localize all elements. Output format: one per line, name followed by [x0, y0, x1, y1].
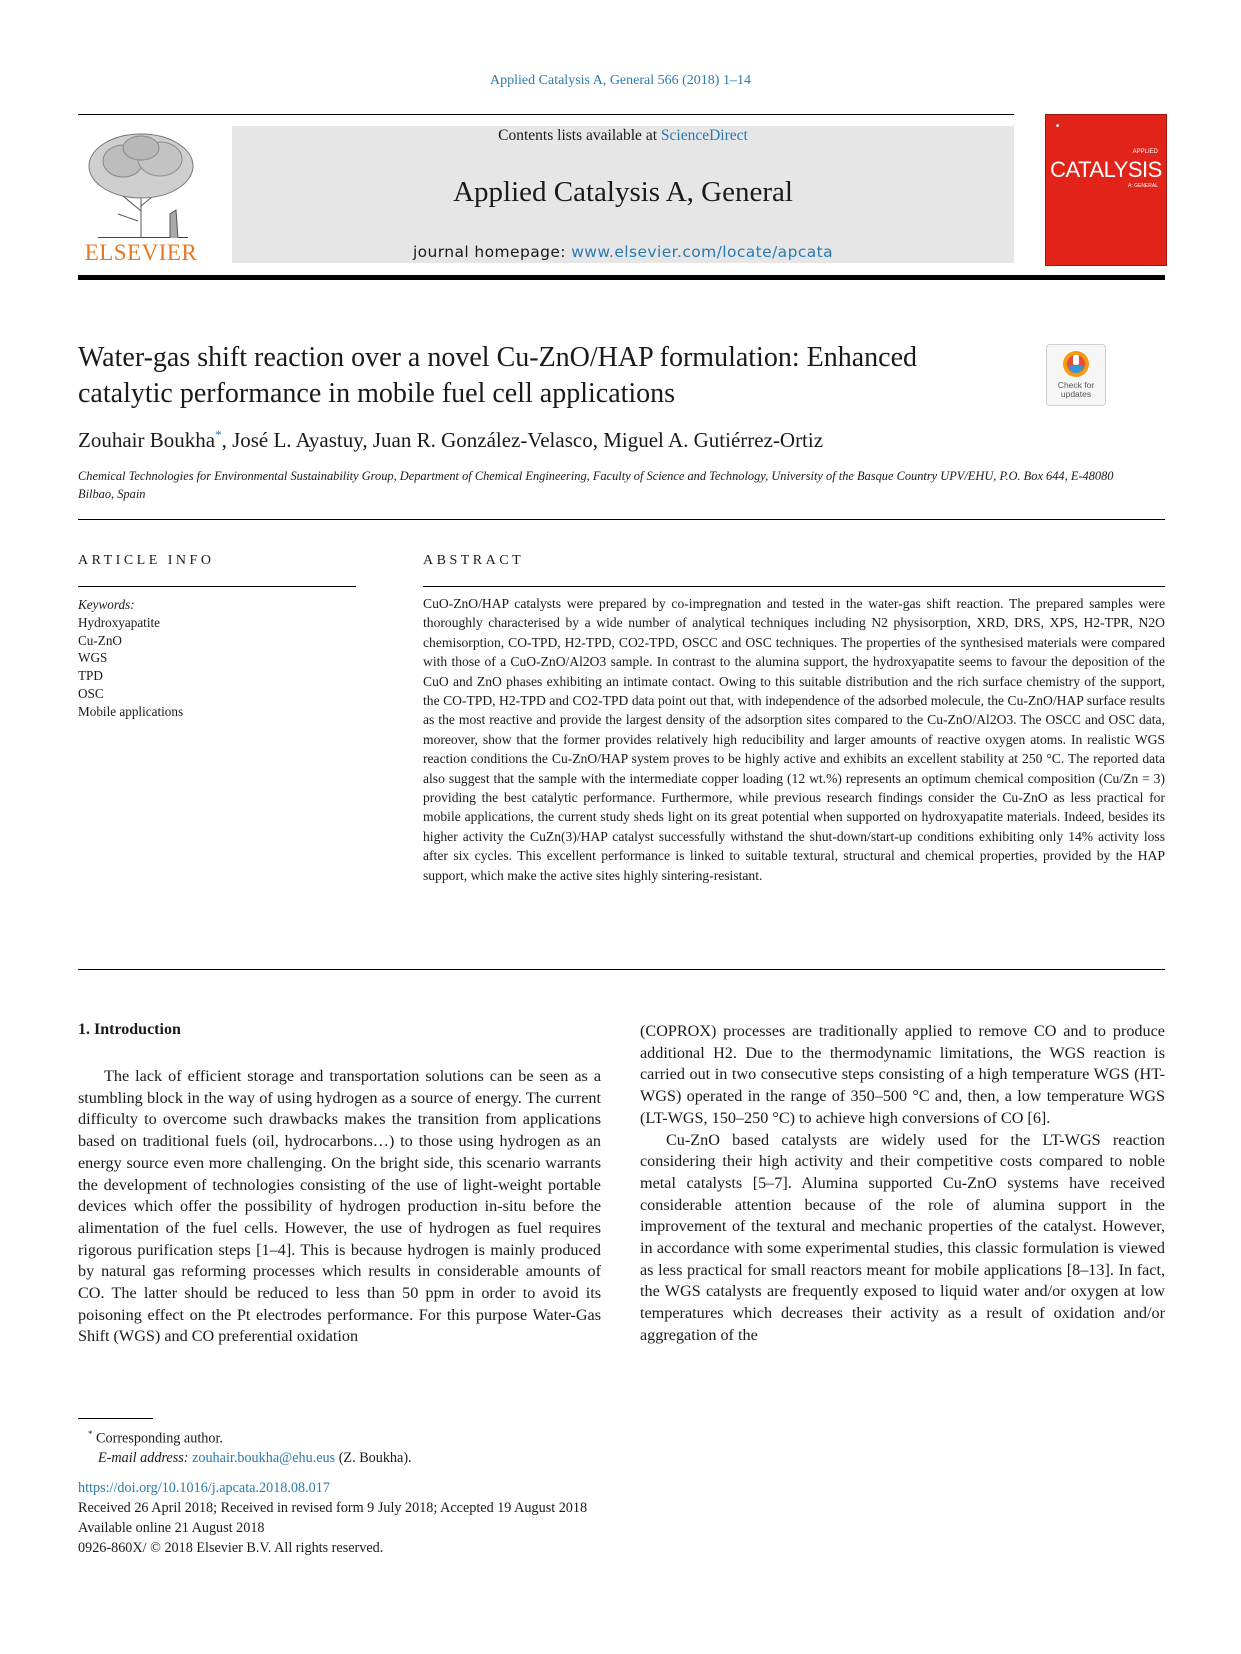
journal-cover-thumbnail[interactable]: [1045, 114, 1167, 266]
paragraph: The lack of efficient storage and transportation solutions can be seen as a stumbling block in the way of using hydrogen as a source of energy. The current difficulty to overcome such drawbacks makes the transition from applications based on traditional fuels (oil, hydrocarbons…) to those using hydrogen as an energy source even more challenging. On the bright side, this scenario warrants the development of technologies consisting of the use of light-weight portable devices which offer the possibility of hydrogen production in-situ before the alimentation of the fuel cells. However, the use of hydrogen as fuel requires rigorous purification steps [1–4]. This is because hydrogen is mainly produced by natural gas reforming processes which results in considerable amounts of CO. The latter should be reduced to less than 50 ppm in order to avoid its poisoning effect on the Pt electrodes performance. For this purpose Water-Gas Shift (WGS) and CO preferential oxidation: [78, 1067, 601, 1346]
check-updates-icon: [1047, 345, 1105, 381]
keyword: Mobile applications: [78, 703, 184, 719]
contents-prefix: Contents lists available at: [498, 127, 661, 144]
keywords-label: Keywords:: [78, 597, 135, 612]
abstract-rule: [423, 586, 1165, 587]
received-dates: Received 26 April 2018; Received in revised form 9 July 2018; Accepted 19 August 2018: [78, 1500, 588, 1516]
email-suffix: (Z. Boukha).: [338, 1449, 412, 1466]
journal-name: Applied Catalysis A, General: [453, 176, 793, 208]
keyword: OSC: [78, 685, 104, 701]
footnote-rule: [78, 1418, 153, 1419]
header-thick-rule: [78, 275, 1165, 280]
article-info-rule: [78, 586, 356, 587]
author-list: Zouhair Boukha*, José L. Ayastuy, Juan R. González-Velasco, Miguel A. Gutiérrez-Ortiz: [78, 427, 824, 452]
sciencedirect-link[interactable]: ScienceDirect: [660, 127, 748, 144]
body-column-left: [78, 1066, 601, 1348]
check-for-updates-label: Check for updates: [1057, 380, 1095, 399]
journal-reference-link[interactable]: Applied Catalysis A, General 566 (2018) 1–14: [490, 73, 751, 88]
doi-link[interactable]: https://doi.org/10.1016/j.apcata.2018.08.017: [78, 1480, 330, 1496]
author-name[interactable]: Zouhair Boukha: [78, 428, 216, 452]
cover-subtitle: A: GENERAL: [1127, 183, 1158, 189]
cover-corner-mark: ■: [1056, 123, 1060, 129]
abstract-text: CuO-ZnO/HAP catalysts were prepared by co-impregnation and tested in the water-gas shift reaction. The prepared samples were thoroughly characterised by a wide number of analytical techniques including N2 physisorption, XRD, DRS, XPS, H2-TPR, N2O chemisorption, CO-TPD, H2-TPD, CO2-TPD, OSCC and OSC techniques. The properties of the synthesised materials were compared with those of a CuO-ZnO/Al2O3 sample. In contrast to the alumina support, the hydroxyapatite seems to favour the deposition of the CuO and ZnO phases exhibiting an intimate contact. Owing to this suitable distribution and the rich surface chemistry of the support, the CO-TPD, H2-TPD and CO2-TPD data point out that, with independence of the adsorbed molecule, the Cu-ZnO/HAP surface results as the most reactive and provide the largest density of the adsorption sites compared to the Cu-ZnO/Al2O3. The OSCC and OSC data, moreover, show that the former provides relatively high reducibility and larger amounts of reactive oxygen atoms. In realistic WGS reaction conditions the Cu-ZnO/HAP system proves to be highly active and exhibits an excellent stability at 250 °C. The reported data also suggest that the sample with the intermediate copper loading (12 wt.%) represents an optimum chemical composition (Cu/Zn = 3) providing the best catalytic performance. Furthermore, while previous research findings consider the Cu-ZnO as less practical for mobile applications, the current study sheds light on its great potential when supported on hydroxyapatite materials. Indeed, besides its higher activity the CuZn(3)/HAP catalyst successfully withstand the shut-down/start-up conditions exhibiting only 14% activity loss after six cycles. This excellent performance is linked to suitable textural, structural and chemical properties, provided by the HAP support, which make the active sites highly sintering-resistant.: [423, 596, 1165, 883]
introduction-heading: 1. Introduction: [78, 1021, 181, 1038]
keyword: Cu-ZnO: [78, 632, 122, 648]
article-title: Water-gas shift reaction over a novel Cu-ZnO/HAP formulation: Enhanced catalytic performance in mobile fuel cell applications: [78, 342, 918, 409]
corresponding-author-mark[interactable]: *: [215, 427, 222, 442]
keyword: Hydroxyapatite: [78, 614, 161, 630]
footnote: * Corresponding author. E-mail address: zouhair.boukha@ehu.eus (Z. Boukha).: [88, 1429, 412, 1466]
elsevier-wordmark: ELSEVIER: [84, 240, 198, 265]
homepage-line: [232, 243, 1014, 261]
homepage-link[interactable]: www.elsevier.com/locate/apcata: [571, 243, 834, 261]
author-name[interactable]: Miguel A. Gutiérrez-Ortiz: [603, 428, 824, 452]
cover-title: CATALYSIS: [1050, 157, 1162, 182]
section-rule: [78, 519, 1165, 520]
check-for-updates-badge[interactable]: [1046, 344, 1106, 406]
paragraph: (COPROX) processes are traditionally applied to remove CO and to produce additional H2. Due to the thermodynamic limitations, the WGS reaction is carried out in two consecutive steps consisting of a high temperature WGS (HT-WGS) operated in the range of 350–500 °C and, then, a low temperature WGS (LT-WGS, 150–250 °C) to achieve high conversions of CO [6].: [640, 1022, 1165, 1127]
author-name[interactable]: José L. Ayastuy: [232, 428, 363, 452]
article-info-heading: ARTICLE INFO: [78, 553, 215, 568]
email-link[interactable]: zouhair.boukha@ehu.eus: [192, 1449, 336, 1466]
copyright: 0926-860X/ © 2018 Elsevier B.V. All rights reserved.: [78, 1540, 384, 1556]
email-label: E-mail address:: [98, 1449, 189, 1466]
abstract-heading: ABSTRACT: [423, 553, 525, 568]
paragraph: Cu-ZnO based catalysts are widely used for the LT-WGS reaction considering their high activity and their competitive costs compared to noble metal catalysts [5–7]. Alumina supported Cu-ZnO systems have received considerable attention because of the role of alumina support in the improvement of the textural and mechanic properties of the catalyst. However, in accordance with some experimental studies, this classic formulation is viewed as less practical for small reactors meant for mobile applications [8–13]. In fact, the WGS catalysts are frequently exposed to liquid water and/or oxygen at low temperatures which decreases their activity as a result of oxidation and/or aggregation of the: [640, 1130, 1165, 1344]
abstract-end-rule: [78, 969, 1165, 970]
keyword: WGS: [78, 650, 108, 666]
online-date: Available online 21 August 2018: [78, 1520, 265, 1536]
cover-small-label: APPLIED: [1132, 149, 1158, 155]
front-matter: [78, 1478, 978, 1558]
keywords-list: [78, 596, 356, 721]
contents-line: [232, 127, 1014, 145]
author-name[interactable]: Juan R. González-Velasco: [372, 428, 593, 452]
affiliation: Chemical Technologies for Environmental Sustainability Group, Department of Chemical Engineering, Faculty of Science and Technology, University of the Basque Country UPV/EHU, P.O. Box 644, E-48080 Bilbao, Spain: [78, 469, 1114, 501]
homepage-prefix: journal homepage:: [412, 243, 572, 261]
keyword: TPD: [78, 668, 103, 684]
body-column-right: [640, 1021, 1165, 1347]
header-rule: [78, 114, 1014, 115]
corresponding-author-note: Corresponding author.: [96, 1430, 223, 1447]
